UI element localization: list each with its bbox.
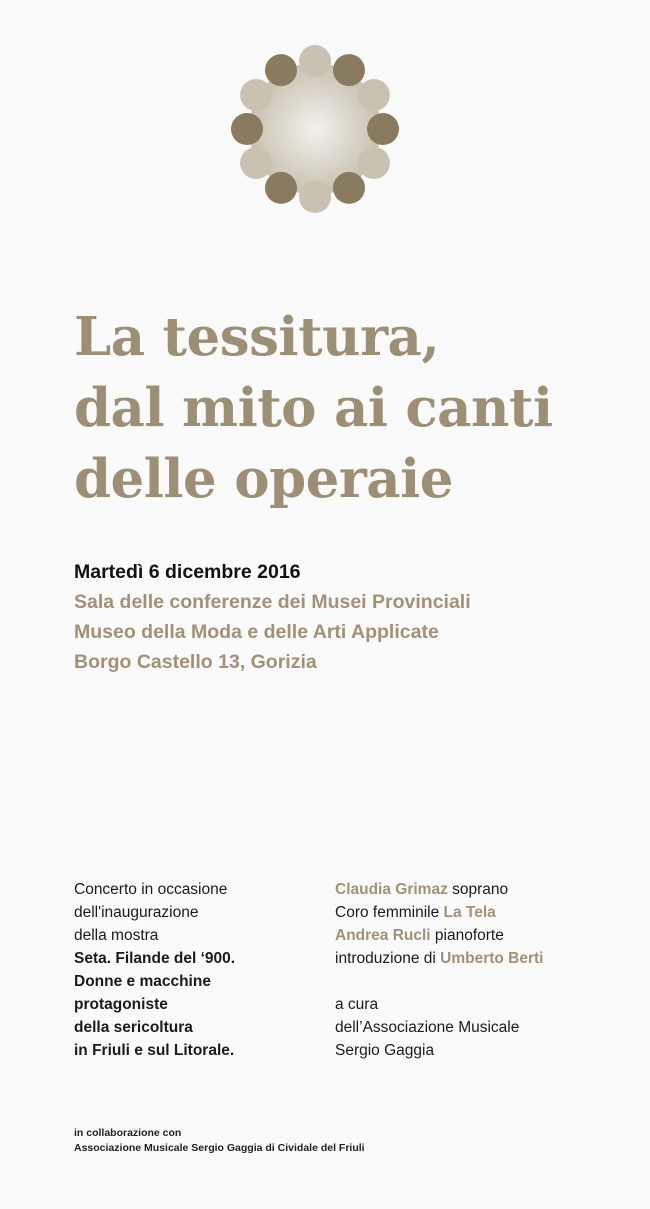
performers-block: [335, 878, 635, 1062]
title-line-3: delle operaie: [74, 448, 453, 510]
logo-petal-dark: [265, 172, 297, 204]
logo-petal-dark: [231, 113, 263, 145]
logo-petal-light: [299, 45, 331, 77]
concert-description: [74, 878, 314, 1062]
performer-line: Claudia Grimaz soprano: [335, 881, 509, 898]
title-line-1: La tessitura,: [74, 306, 440, 368]
performer-line: introduzione di Umberto Berti: [335, 950, 544, 967]
performer-line: Andrea Rucli pianoforte: [335, 927, 504, 944]
logo-emblem: [222, 36, 408, 222]
performer-name: Umberto Berti: [440, 950, 544, 967]
event-location-line: Borgo Castello 13, Gorizia: [74, 651, 317, 673]
logo-petal-light: [299, 181, 331, 213]
performer-name: Andrea Rucli: [335, 927, 431, 944]
exhibition-title-line: Seta. Filande del ‘900.: [74, 950, 236, 967]
exhibition-title-line: della sericoltura: [74, 1019, 193, 1036]
logo-petal-light: [240, 79, 272, 111]
logo-petal-dark: [333, 172, 365, 204]
curator-line: Sergio Gaggia: [335, 1042, 435, 1059]
logo-petal-dark: [367, 113, 399, 145]
event-date: Martedì 6 dicembre 2016: [74, 561, 301, 583]
performer-name: Claudia Grimaz: [335, 881, 448, 898]
event-title: [74, 302, 553, 515]
logo-petal-dark: [333, 54, 365, 86]
logo-petal-light: [358, 79, 390, 111]
collaboration-label: in collaborazione con: [74, 1127, 182, 1139]
performer-line: Coro femminile La Tela: [335, 904, 496, 921]
exhibition-title-line: in Friuli e sul Litorale.: [74, 1042, 235, 1059]
logo-petal-light: [240, 147, 272, 179]
collaboration-partner: Associazione Musicale Sergio Gaggia di Cividale del Friuli: [74, 1142, 365, 1154]
title-line-2: dal mito ai canti: [74, 377, 553, 439]
logo-petal-light: [358, 147, 390, 179]
performer-name: La Tela: [443, 904, 496, 921]
description-line: della mostra: [74, 927, 159, 944]
event-location-line: Sala delle conferenze dei Musei Provinciali: [74, 591, 471, 613]
description-line: Concerto in occasione: [74, 881, 228, 898]
description-line: dell'inaugurazione: [74, 904, 199, 921]
exhibition-title-line: Donne e macchine: [74, 973, 211, 990]
event-details: [74, 557, 471, 677]
curator-line: dell’Associazione Musicale: [335, 1019, 520, 1036]
event-location-line: Museo della Moda e delle Arti Applicate: [74, 621, 439, 643]
curator-line: a cura: [335, 996, 379, 1013]
exhibition-title-line: protagoniste: [74, 996, 168, 1013]
logo-petal-dark: [265, 54, 297, 86]
collaboration-note: [74, 1126, 365, 1156]
